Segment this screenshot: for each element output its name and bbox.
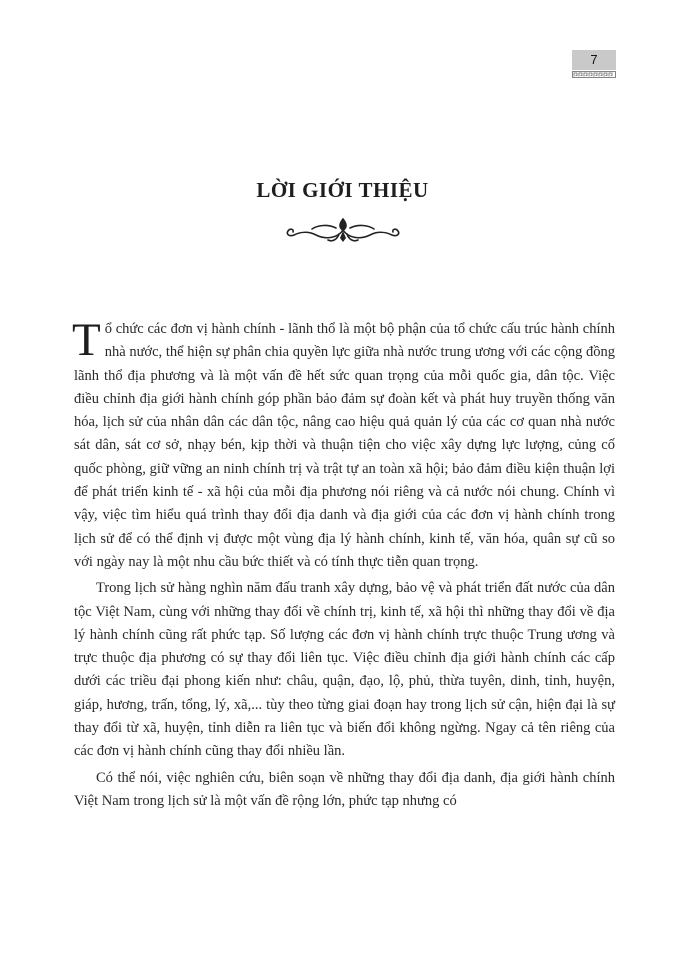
page-title: LỜI GIỚI THIỆU (256, 178, 429, 202)
paragraph-2: Trong lịch sử hàng nghìn năm đấu tranh xây dựng, bảo vệ và phát triển đất nước của dân tộc Việt Nam, cùng với những thay đổi về chính trị, kinh tế, xã hội thì những thay đổi về địa lý hành chính cũng rất phức tạp. Số lượng các đơn vị hành chính trực thuộc Trung ương và trực thuộc địa phương có sự thay đổi liên tục. Việc điều chỉnh địa giới hành chính các cấp dưới các triều đại phong kiến như: châu, quận, đạo, lộ, phủ, thừa tuyên, dinh, tỉnh, huyện, giáp, hương, trấn, tổng, lý, xã,... tùy theo từng giai đoạn hay trong lịch sử cận, hiện đại là sự thay đổi từ xã, huyện, tỉnh diễn ra liên tục và biến đổi không ngừng. Ngay cả tên riêng của các đơn vị hành chính cũng thay đổi nhiều lần. (74, 580, 615, 760)
scroll-flourish-icon (282, 216, 404, 244)
greek-key-border-icon (572, 71, 616, 78)
paragraph-1-text: ổ chức các đơn vị hành chính - lãnh thổ là một bộ phận của tổ chức cấu trúc hành chính nhà nước, thể hiện sự phân chia quyền lực giữa nhà nước trung ương với các cộng đồng lãnh thổ địa phương và là một vấn đề hết sức quan trọng của mỗi quốc gia, dân tộc. Việc điều chỉnh địa giới hành chính góp phần bảo đảm sự đoàn kết và phát huy truyền thống văn hóa, lịch sử của nhân dân các dân tộc, nâng cao hiệu quả quản lý của các cơ quan nhà nước sát dân, sát cơ sở, nhạy bén, kịp thời và thuận tiện cho việc xây dựng lực lượng, củng cố quốc phòng, giữ vững an ninh chính trị và trật tự an toàn xã hội; bảo đảm điều kiện thuận lợi để phát triển kinh tế - xã hội của mỗi địa phương nói riêng và cả nước nói chung. Chính vì vậy, việc tìm hiểu quá trình thay đổi địa danh và địa giới của các đơn vị hành chính trong lịch sử để có thể định vị được một vùng địa lý hành chính, kinh tế, văn hóa, quân sự cũ so với ngày nay là một nhu cầu bức thiết và có tính thực tiễn quan trọng. (74, 321, 615, 570)
intro-body (72, 314, 615, 813)
drop-cap: T (72, 314, 101, 366)
page-number: 7 (572, 50, 616, 70)
paragraph-3: Có thể nói, việc nghiên cứu, biên soạn về những thay đổi địa danh, địa giới hành chính Việt Nam trong lịch sử là một vấn đề rộng lớn, phức tạp nhưng có (74, 769, 615, 809)
paragraph-1 (72, 314, 615, 574)
